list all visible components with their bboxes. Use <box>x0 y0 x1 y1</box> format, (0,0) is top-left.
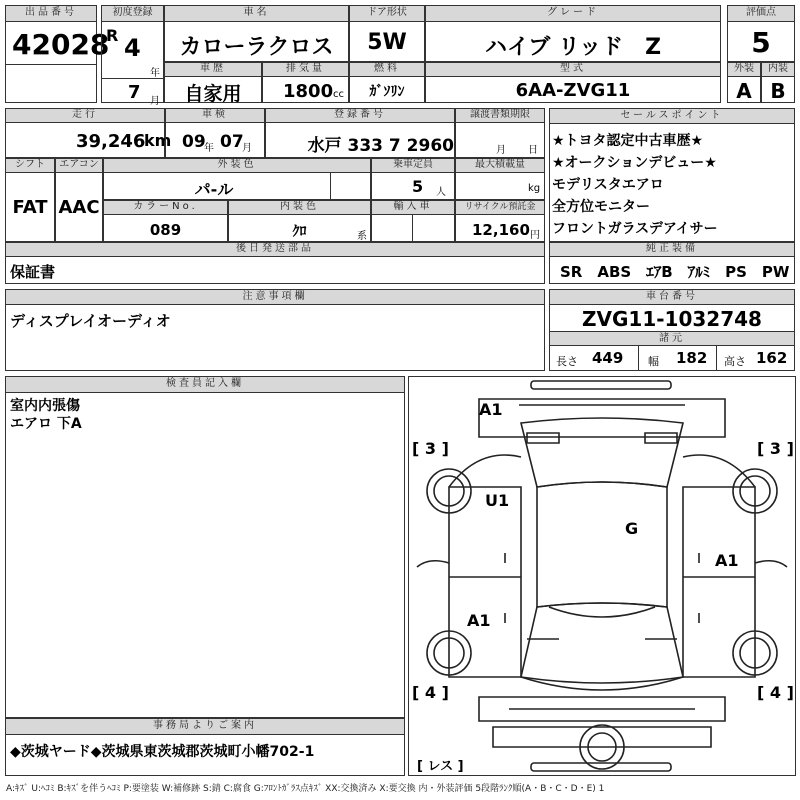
inspection-cell <box>165 108 265 158</box>
shift-cell <box>5 158 55 242</box>
inspector-cell <box>5 376 405 718</box>
transfer-day-unit: 日 <box>528 145 538 156</box>
fuel-cell <box>349 62 425 103</box>
tire-rear-left-value: 4 <box>424 683 437 702</box>
tire-front-right: [ 3 ] <box>757 439 794 458</box>
month-unit: 月 <box>150 96 160 107</box>
chassis-cell <box>549 289 795 371</box>
inspector-line: 室内内張傷 <box>10 398 80 414</box>
color-no-label: カラーNo. <box>104 201 227 215</box>
plate-label: 登録番号 <box>266 109 454 123</box>
car-name: カローラクロス <box>179 35 334 60</box>
mileage-cell <box>5 108 172 158</box>
capacity: 5 <box>412 177 424 196</box>
max-load-unit: kg <box>528 183 541 194</box>
displacement: 1800 <box>283 81 334 102</box>
office-address: ◆茨城ヤード◆茨城県東茨城郡茨城町小幡702-1 <box>10 744 315 760</box>
mileage-unit: km <box>144 131 172 150</box>
tire-rear-right-value: 4 <box>769 683 782 702</box>
displacement-label: 排気量 <box>263 63 348 77</box>
height-label: 高さ <box>724 355 746 368</box>
model: 6AA-ZVG11 <box>515 80 631 101</box>
ac-label: エアコン <box>56 159 102 173</box>
sales-point-item: モデリスタエアロ <box>552 177 664 193</box>
tire-front-left-value: 3 <box>424 439 437 458</box>
later-parts: 保証書 <box>10 263 56 281</box>
interior-color-label: 内装色 <box>229 201 370 215</box>
later-parts-cell <box>5 242 545 284</box>
dimensions-label: 諸元 <box>550 331 794 346</box>
inspection-month-unit: 月 <box>242 143 252 154</box>
model-label: 型式 <box>426 63 720 77</box>
inspection-month: 07 <box>220 132 244 152</box>
damage-mark-a1-left: A1 <box>467 611 491 630</box>
import-label: 輸入車 <box>372 201 454 215</box>
legend: A:ｷｽﾞ U:ﾍｺﾐ B:ｷｽﾞを伴うﾍｺﾐ P:要塗装 W:補修跡 S:錆 C:腐食 G:ﾌﾛﾝﾄｶﾞﾗｽ点ｷｽﾞ XX:交換済み X:要交換 内・外装評価 5段階ﾗﾝｸ順(A・B・C・D・E) 1 <box>6 784 605 794</box>
ac: AAC <box>58 197 100 218</box>
first-reg-label: 初度登録 <box>102 6 163 22</box>
history-label: 車歴 <box>165 63 261 77</box>
interior-color-unit: 系 <box>357 231 367 242</box>
sales-point-item: 全方位モニター <box>552 199 650 215</box>
length-label: 長さ <box>556 355 578 368</box>
recycle-cell <box>455 200 545 242</box>
grade-label: グレード <box>426 6 720 22</box>
capacity-cell <box>371 158 455 200</box>
transfer-month-unit: 月 <box>496 145 506 156</box>
damage-mark-a1-top: A1 <box>479 400 503 419</box>
damage-mark-a1-right: A1 <box>715 551 739 570</box>
office-cell <box>5 718 405 776</box>
ac-cell <box>55 158 103 242</box>
height: 162 <box>756 349 788 367</box>
color-label: 外装色 <box>104 159 370 173</box>
chassis-number: ZVG11-1032748 <box>582 307 762 331</box>
reg-year: 4 <box>124 34 141 62</box>
lot-cell <box>5 5 110 103</box>
interior-score: B <box>770 79 786 103</box>
tire-front-left: [ 3 ] <box>412 439 449 458</box>
shift: FAT <box>12 197 48 218</box>
inspection-year-unit: 年 <box>204 143 214 154</box>
sales-point-item: フロントガラスデアイサー <box>552 221 718 237</box>
plate-cell <box>265 108 455 158</box>
notes-label: 注意事項欄 <box>6 290 544 305</box>
inspection-year: 09 <box>182 132 206 152</box>
equipment: SR ABS ｴｱB ｱﾙﾐ PS PW <box>560 263 790 281</box>
max-load-cell <box>455 158 545 200</box>
history-cell <box>164 62 262 103</box>
grade-cell <box>425 5 721 62</box>
fuel: ｶﾞｿﾘﾝ <box>369 84 405 100</box>
recycle-label: リサイクル預託金 <box>456 201 544 215</box>
color-cell <box>103 158 371 200</box>
notes: ディスプレイオーディオ <box>10 312 171 330</box>
tire-front-right-value: 3 <box>769 439 782 458</box>
model-cell <box>425 62 721 103</box>
import-cell <box>371 200 455 242</box>
car-diagram <box>408 376 796 776</box>
lot-number: 42028 <box>12 28 110 61</box>
interior-label: 内装 <box>762 63 794 77</box>
fuel-label: 燃料 <box>350 63 424 77</box>
notes-cell <box>5 289 545 371</box>
lot-label: 出品番号 <box>6 6 96 22</box>
inspector-label: 検査員記入欄 <box>6 377 404 393</box>
exterior-score: A <box>736 79 752 103</box>
inspector-line: エアロ 下A <box>10 416 82 432</box>
later-parts-label: 後日発送部品 <box>6 243 544 257</box>
color-no-cell <box>103 200 228 242</box>
first-reg-cell <box>101 5 164 107</box>
exterior-color: パ-ル <box>194 180 234 199</box>
shift-label: シフト <box>6 159 54 173</box>
spare-tire-value: レス <box>427 759 454 774</box>
recycle-unit: 円 <box>530 230 540 241</box>
tire-rear-left: [ 4 ] <box>412 683 449 702</box>
transfer-cell <box>455 108 545 158</box>
inspection-label: 車検 <box>166 109 264 123</box>
transfer-label: 譲渡書類期限 <box>456 109 544 123</box>
displacement-cell <box>262 62 349 103</box>
interior-score-cell <box>761 62 795 103</box>
sales-point-item: ★トヨタ認定中古車歴★ <box>552 133 704 149</box>
chassis-label: 車台番号 <box>550 290 794 305</box>
plate: 水戸 333 7 2960 <box>307 136 454 156</box>
score-cell <box>727 5 795 62</box>
door-type: 5W <box>367 30 407 55</box>
width: 182 <box>676 349 708 367</box>
reg-month: 7 <box>128 82 141 103</box>
interior-color-cell <box>228 200 371 242</box>
displacement-unit: cc <box>333 89 344 100</box>
grade: ハイブ リッド Z <box>484 35 662 60</box>
car-name-label: 車名 <box>165 6 348 22</box>
sales-points-cell <box>549 108 795 242</box>
capacity-unit: 人 <box>436 187 446 198</box>
mileage: 39,246 <box>76 131 146 152</box>
mileage-label: 走行 <box>6 109 164 123</box>
interior-color: ｸﾛ <box>292 224 307 240</box>
tire-rear-right: [ 4 ] <box>757 683 794 702</box>
office-label: 事務局よりご案内 <box>6 719 404 735</box>
damage-mark-u1: U1 <box>485 491 510 510</box>
car-outline <box>409 377 795 775</box>
equipment-cell <box>549 242 795 284</box>
era-prefix: R <box>106 26 119 45</box>
sales-point-item: ★オークションデビュー★ <box>552 155 717 171</box>
score-label: 評価点 <box>728 6 794 22</box>
spare-tire-status: [ レス ] <box>417 759 464 774</box>
score: 5 <box>751 26 771 59</box>
exterior-label: 外装 <box>728 63 760 77</box>
car-name-cell <box>164 5 349 62</box>
damage-mark-g: G <box>625 519 639 538</box>
capacity-label: 乗車定員 <box>372 159 454 173</box>
history: 自家用 <box>184 83 242 105</box>
door-cell <box>349 5 425 62</box>
door-label: ドア形状 <box>350 6 424 22</box>
exterior-score-cell <box>727 62 761 103</box>
color-no: 089 <box>149 221 182 239</box>
equipment-label: 純正装備 <box>550 243 794 257</box>
length: 449 <box>592 349 624 367</box>
year-unit: 年 <box>150 68 160 79</box>
max-load-label: 最大積載量 <box>456 159 544 173</box>
recycle-amount: 12,160 <box>472 221 530 239</box>
sales-points-label: セールスポイント <box>550 109 794 124</box>
width-label: 幅 <box>648 355 659 368</box>
